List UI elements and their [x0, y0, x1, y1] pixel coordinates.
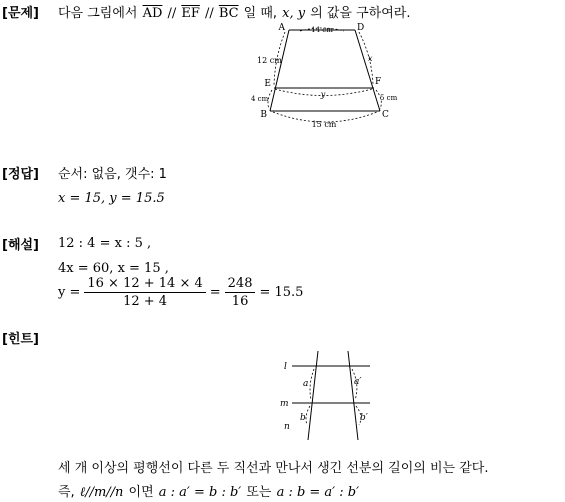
- solution-line-1: 12 : 4 = x : 5 ,: [58, 236, 152, 251]
- label-mid: y: [320, 90, 326, 99]
- hint-label-b: b: [300, 413, 306, 423]
- solution-y-lhs: y =: [58, 285, 81, 300]
- hint-line-2-eq-1: a : a′ = b : b′: [158, 485, 242, 500]
- hint-line-2-pre: 즉,: [58, 485, 75, 500]
- vertex-f: F: [375, 77, 382, 87]
- label-top-length: 14 cm: [311, 26, 333, 34]
- solution-fraction-2: [225, 276, 256, 309]
- problem-label: [문제]: [2, 6, 39, 21]
- hint-line-2-mid: 이면: [128, 485, 154, 500]
- segment-ad: $\overline{AD}$: [142, 6, 163, 21]
- solution-line-2: 4x = 60, x = 15 ,: [58, 261, 169, 276]
- parallel-sep-2: //: [204, 6, 214, 21]
- label-left-upper: 12 cm: [257, 56, 282, 65]
- solution-result: = 15.5: [259, 285, 304, 300]
- solution-fraction-2-numerator: 248: [225, 276, 256, 293]
- hint-label-a: a: [303, 379, 309, 389]
- transversal-2: [348, 351, 358, 440]
- vertex-e: E: [264, 79, 271, 89]
- label-bottom-length: 15 cm: [311, 120, 337, 129]
- vertex-d: D: [357, 23, 365, 33]
- solution-line-3: [58, 276, 303, 309]
- problem-statement: [58, 2, 411, 21]
- segment-ab-line: [270, 30, 289, 111]
- hint-line-2-condition: ℓ//m//n: [79, 485, 124, 500]
- vertex-a: A: [278, 23, 285, 33]
- hint-line-2-eq-2: a : b = a′ : b′: [276, 485, 360, 500]
- hint-parallel-lines-figure: [278, 348, 378, 443]
- vertex-b: B: [260, 110, 267, 120]
- solution-equals: =: [209, 285, 221, 300]
- vertex-c: C: [382, 110, 389, 120]
- problem-text-end: 의 값을 구하여라.: [310, 6, 411, 21]
- solution-fraction-1-denominator: 12 + 4: [123, 294, 168, 309]
- hint-label-m: m: [280, 399, 289, 409]
- label-right-upper: x: [368, 54, 373, 63]
- solution-label: [해설]: [2, 238, 39, 253]
- answer-label: [정답]: [2, 167, 39, 182]
- solution-fraction-1-numerator: 16 × 12 + 14 × 4: [84, 276, 205, 293]
- hint-label: [힌트]: [2, 332, 39, 347]
- parallel-sep-1: //: [167, 6, 177, 21]
- hint-line-1: 세 개 이상의 평행선이 다른 두 직선과 만나서 생긴 선분의 길이의 비는 같다.: [58, 461, 489, 476]
- hint-label-l: l: [284, 362, 287, 372]
- label-right-lower: 5 cm: [380, 94, 398, 102]
- trapezoid-figure: [245, 22, 405, 130]
- hint-label-b-prime: b′: [360, 413, 368, 423]
- hint-line-2-or: 또는: [246, 485, 272, 500]
- answer-value: x = 15, y = 15.5: [58, 191, 165, 206]
- problem-text-post: 일 때,: [243, 6, 278, 21]
- segment-bc: $\overline{BC}$: [218, 6, 239, 21]
- segment-ef: $\overline{EF}$: [181, 6, 200, 21]
- segment-dc-line: [355, 30, 380, 111]
- solution-fraction-2-denominator: 16: [231, 294, 249, 309]
- problem-text-pre: 다음 그림에서: [58, 6, 138, 21]
- problem-vars: x, y: [282, 6, 306, 21]
- hint-label-a-prime: a′: [354, 377, 362, 387]
- answer-meta: 순서: 없음, 갯수: 1: [58, 167, 167, 182]
- solution-fraction-1: [84, 276, 205, 309]
- hint-brace-b: [306, 406, 310, 425]
- hint-label-n: n: [284, 422, 290, 432]
- transversal-1: [308, 351, 318, 440]
- label-left-lower: 4 cm: [251, 95, 269, 103]
- hint-line-2: [58, 481, 359, 500]
